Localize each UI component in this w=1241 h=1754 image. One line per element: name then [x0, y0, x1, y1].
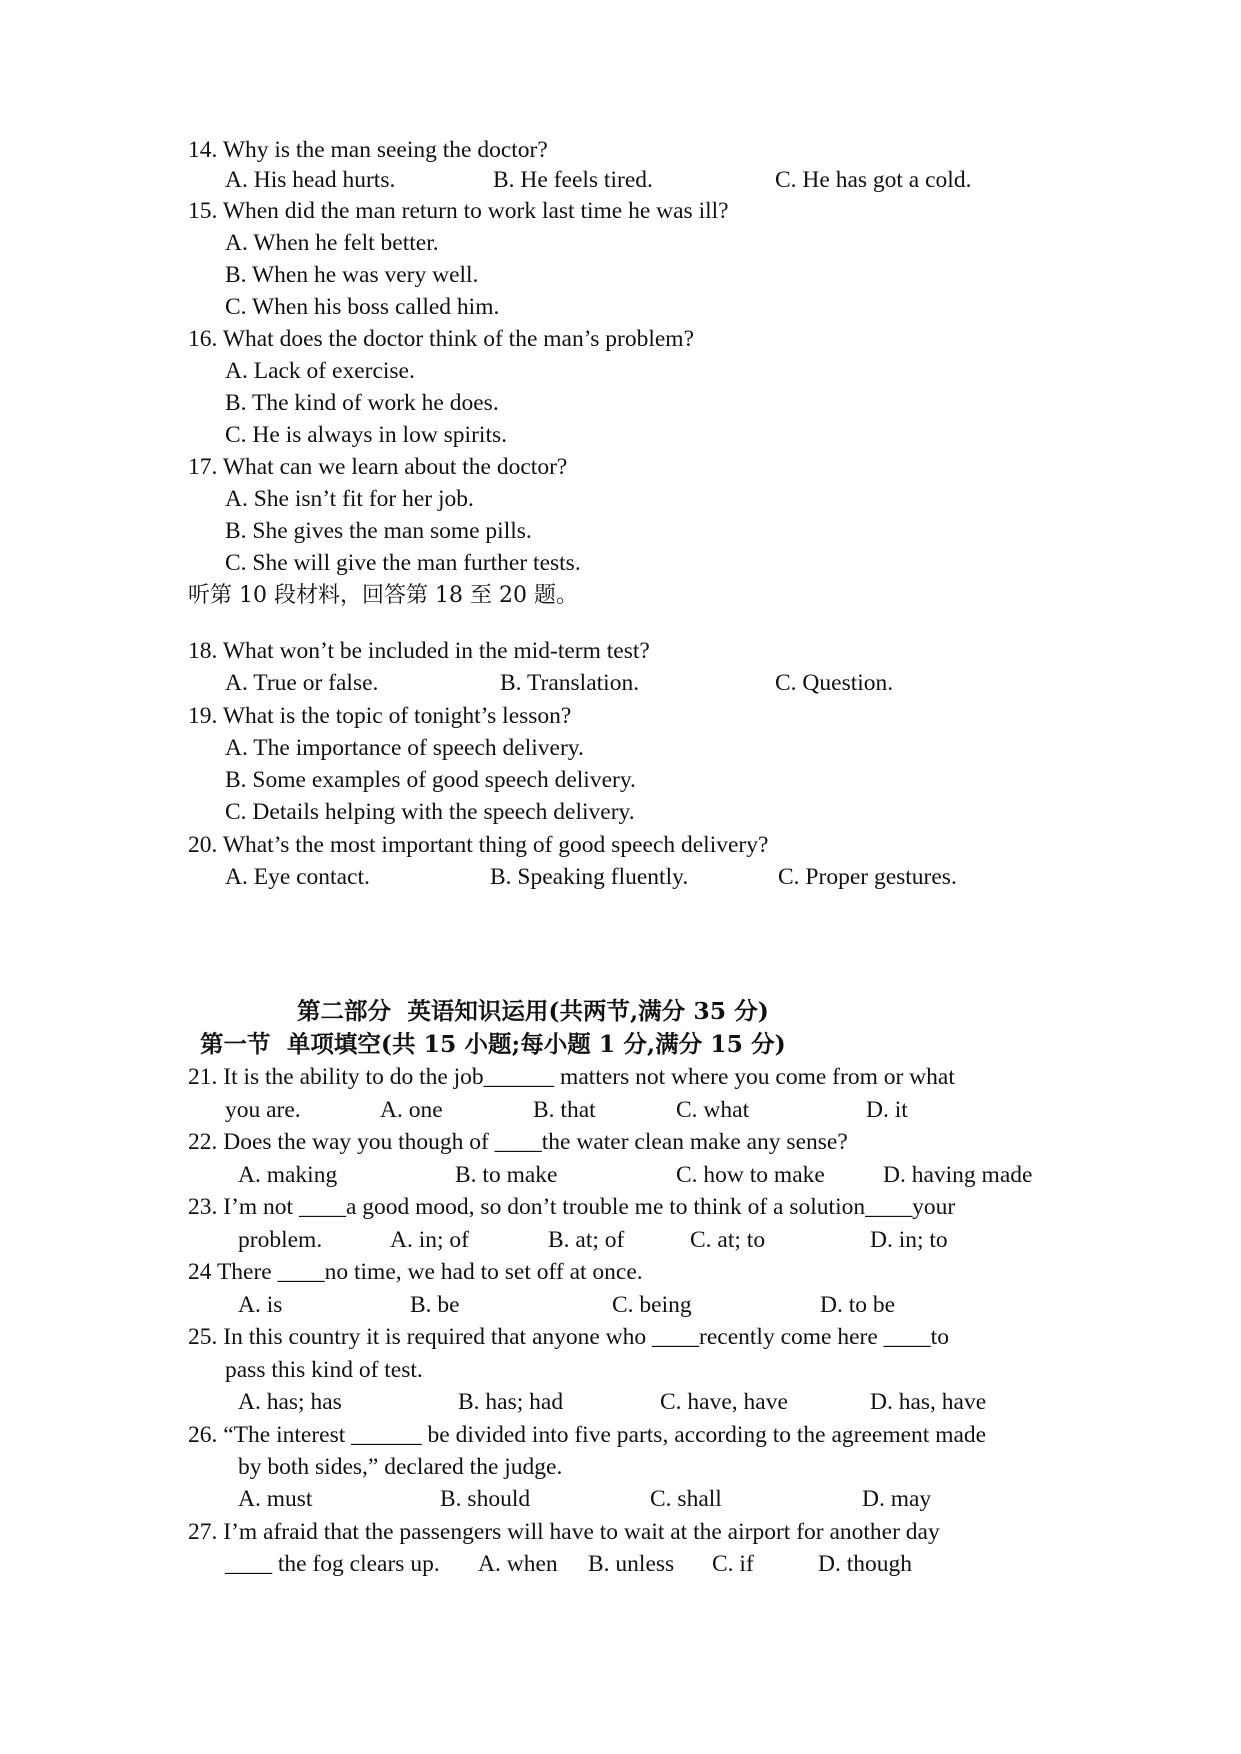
option-d: D. it — [866, 1097, 908, 1123]
question-stem: 19. What is the topic of tonight’s lesson? — [188, 703, 572, 729]
question-continuation: by both sides,” declared the judge. — [238, 1454, 563, 1480]
option-b: B. to make — [455, 1162, 558, 1188]
option-c: C. if — [712, 1551, 754, 1577]
option-d: D. though — [818, 1551, 912, 1577]
option-b: B. He feels tired. — [493, 167, 653, 193]
option-a: A. is — [238, 1292, 283, 1318]
option-b: B. She gives the man some pills. — [225, 518, 532, 544]
question-stem: 26. “The interest ______ be divided into five parts, according to the agreement made — [188, 1422, 987, 1448]
question-stem: 16. What does the doctor think of the man’s problem? — [188, 326, 695, 352]
option-a: A. When he felt better. — [225, 230, 439, 256]
option-c: C. Question. — [775, 670, 894, 696]
section-title: 第一节 单项填空(共 15 小题;每小题 1 分,满分 15 分) — [200, 1030, 786, 1058]
option-a: A. Eye contact. — [225, 864, 370, 890]
option-c: C. have, have — [660, 1389, 788, 1415]
question-continuation: ____ the fog clears up. — [225, 1551, 440, 1577]
option-d: D. in; to — [870, 1227, 948, 1253]
option-c: C. Proper gestures. — [778, 864, 957, 890]
question-stem: 25. In this country it is required that anyone who ____recently come here ____to — [188, 1324, 949, 1350]
option-d: D. has, have — [870, 1389, 987, 1415]
question-stem: 17. What can we learn about the doctor? — [188, 454, 568, 480]
option-b: B. When he was very well. — [225, 262, 479, 288]
option-c: C. He has got a cold. — [775, 167, 972, 193]
option-a: A. has; has — [238, 1389, 342, 1415]
option-c: C. She will give the man further tests. — [225, 550, 581, 576]
question-stem: 20. What’s the most important thing of good speech delivery? — [188, 832, 769, 858]
option-a: A. Lack of exercise. — [225, 358, 415, 384]
option-c: C. He is always in low spirits. — [225, 422, 507, 448]
option-a: A. must — [238, 1486, 313, 1512]
question-continuation: you are. — [225, 1097, 301, 1123]
option-d: D. to be — [820, 1292, 896, 1318]
question-continuation: problem. — [238, 1227, 323, 1253]
option-b: B. has; had — [458, 1389, 564, 1415]
option-b: B. unless — [588, 1551, 675, 1577]
option-b: B. The kind of work he does. — [225, 390, 499, 416]
question-stem: 22. Does the way you though of ____the water clean make any sense? — [188, 1129, 848, 1155]
option-c: C. at; to — [690, 1227, 766, 1253]
option-b: B. be — [410, 1292, 460, 1318]
question-stem: 14. Why is the man seeing the doctor? — [188, 137, 548, 163]
part-title: 第二部分 英语知识运用(共两节,满分 35 分) — [297, 997, 769, 1025]
option-a: A. when — [478, 1551, 558, 1577]
question-stem: 24 There ____no time, we had to set off at once. — [188, 1259, 643, 1285]
option-b: B. should — [440, 1486, 531, 1512]
option-a: A. in; of — [390, 1227, 469, 1253]
option-c: C. shall — [650, 1486, 722, 1512]
option-b: B. Some examples of good speech delivery. — [225, 767, 636, 793]
question-stem: 18. What won’t be included in the mid-term test? — [188, 638, 650, 664]
option-b: B. Speaking fluently. — [490, 864, 689, 890]
question-stem: 15. When did the man return to work last time he was ill? — [188, 198, 729, 224]
option-c: C. Details helping with the speech delivery. — [225, 799, 635, 825]
option-c: C. When his boss called him. — [225, 294, 500, 320]
option-a: A. His head hurts. — [225, 167, 396, 193]
option-c: C. how to make — [676, 1162, 825, 1188]
question-stem: 23. I’m not ____a good mood, so don’t trouble me to think of a solution____your — [188, 1194, 956, 1220]
question-stem: 27. I’m afraid that the passengers will have to wait at the airport for another day — [188, 1519, 940, 1545]
listening-instruction: 听第 10 段材料，回答第 18 至 20 题。 — [188, 583, 578, 608]
option-b: B. Translation. — [500, 670, 640, 696]
option-a: A. making — [238, 1162, 338, 1188]
option-c: C. being — [612, 1292, 692, 1318]
question-continuation: pass this kind of test. — [225, 1357, 423, 1383]
option-d: D. having made — [883, 1162, 1033, 1188]
question-stem: 21. It is the ability to do the job______ matters not where you come from or what — [188, 1064, 955, 1090]
option-a: A. She isn’t fit for her job. — [225, 486, 474, 512]
option-b: B. at; of — [548, 1227, 625, 1253]
option-b: B. that — [533, 1097, 596, 1123]
option-d: D. may — [862, 1486, 932, 1512]
option-c: C. what — [676, 1097, 750, 1123]
option-a: A. one — [380, 1097, 443, 1123]
option-a: A. True or false. — [225, 670, 379, 696]
option-a: A. The importance of speech delivery. — [225, 735, 584, 761]
